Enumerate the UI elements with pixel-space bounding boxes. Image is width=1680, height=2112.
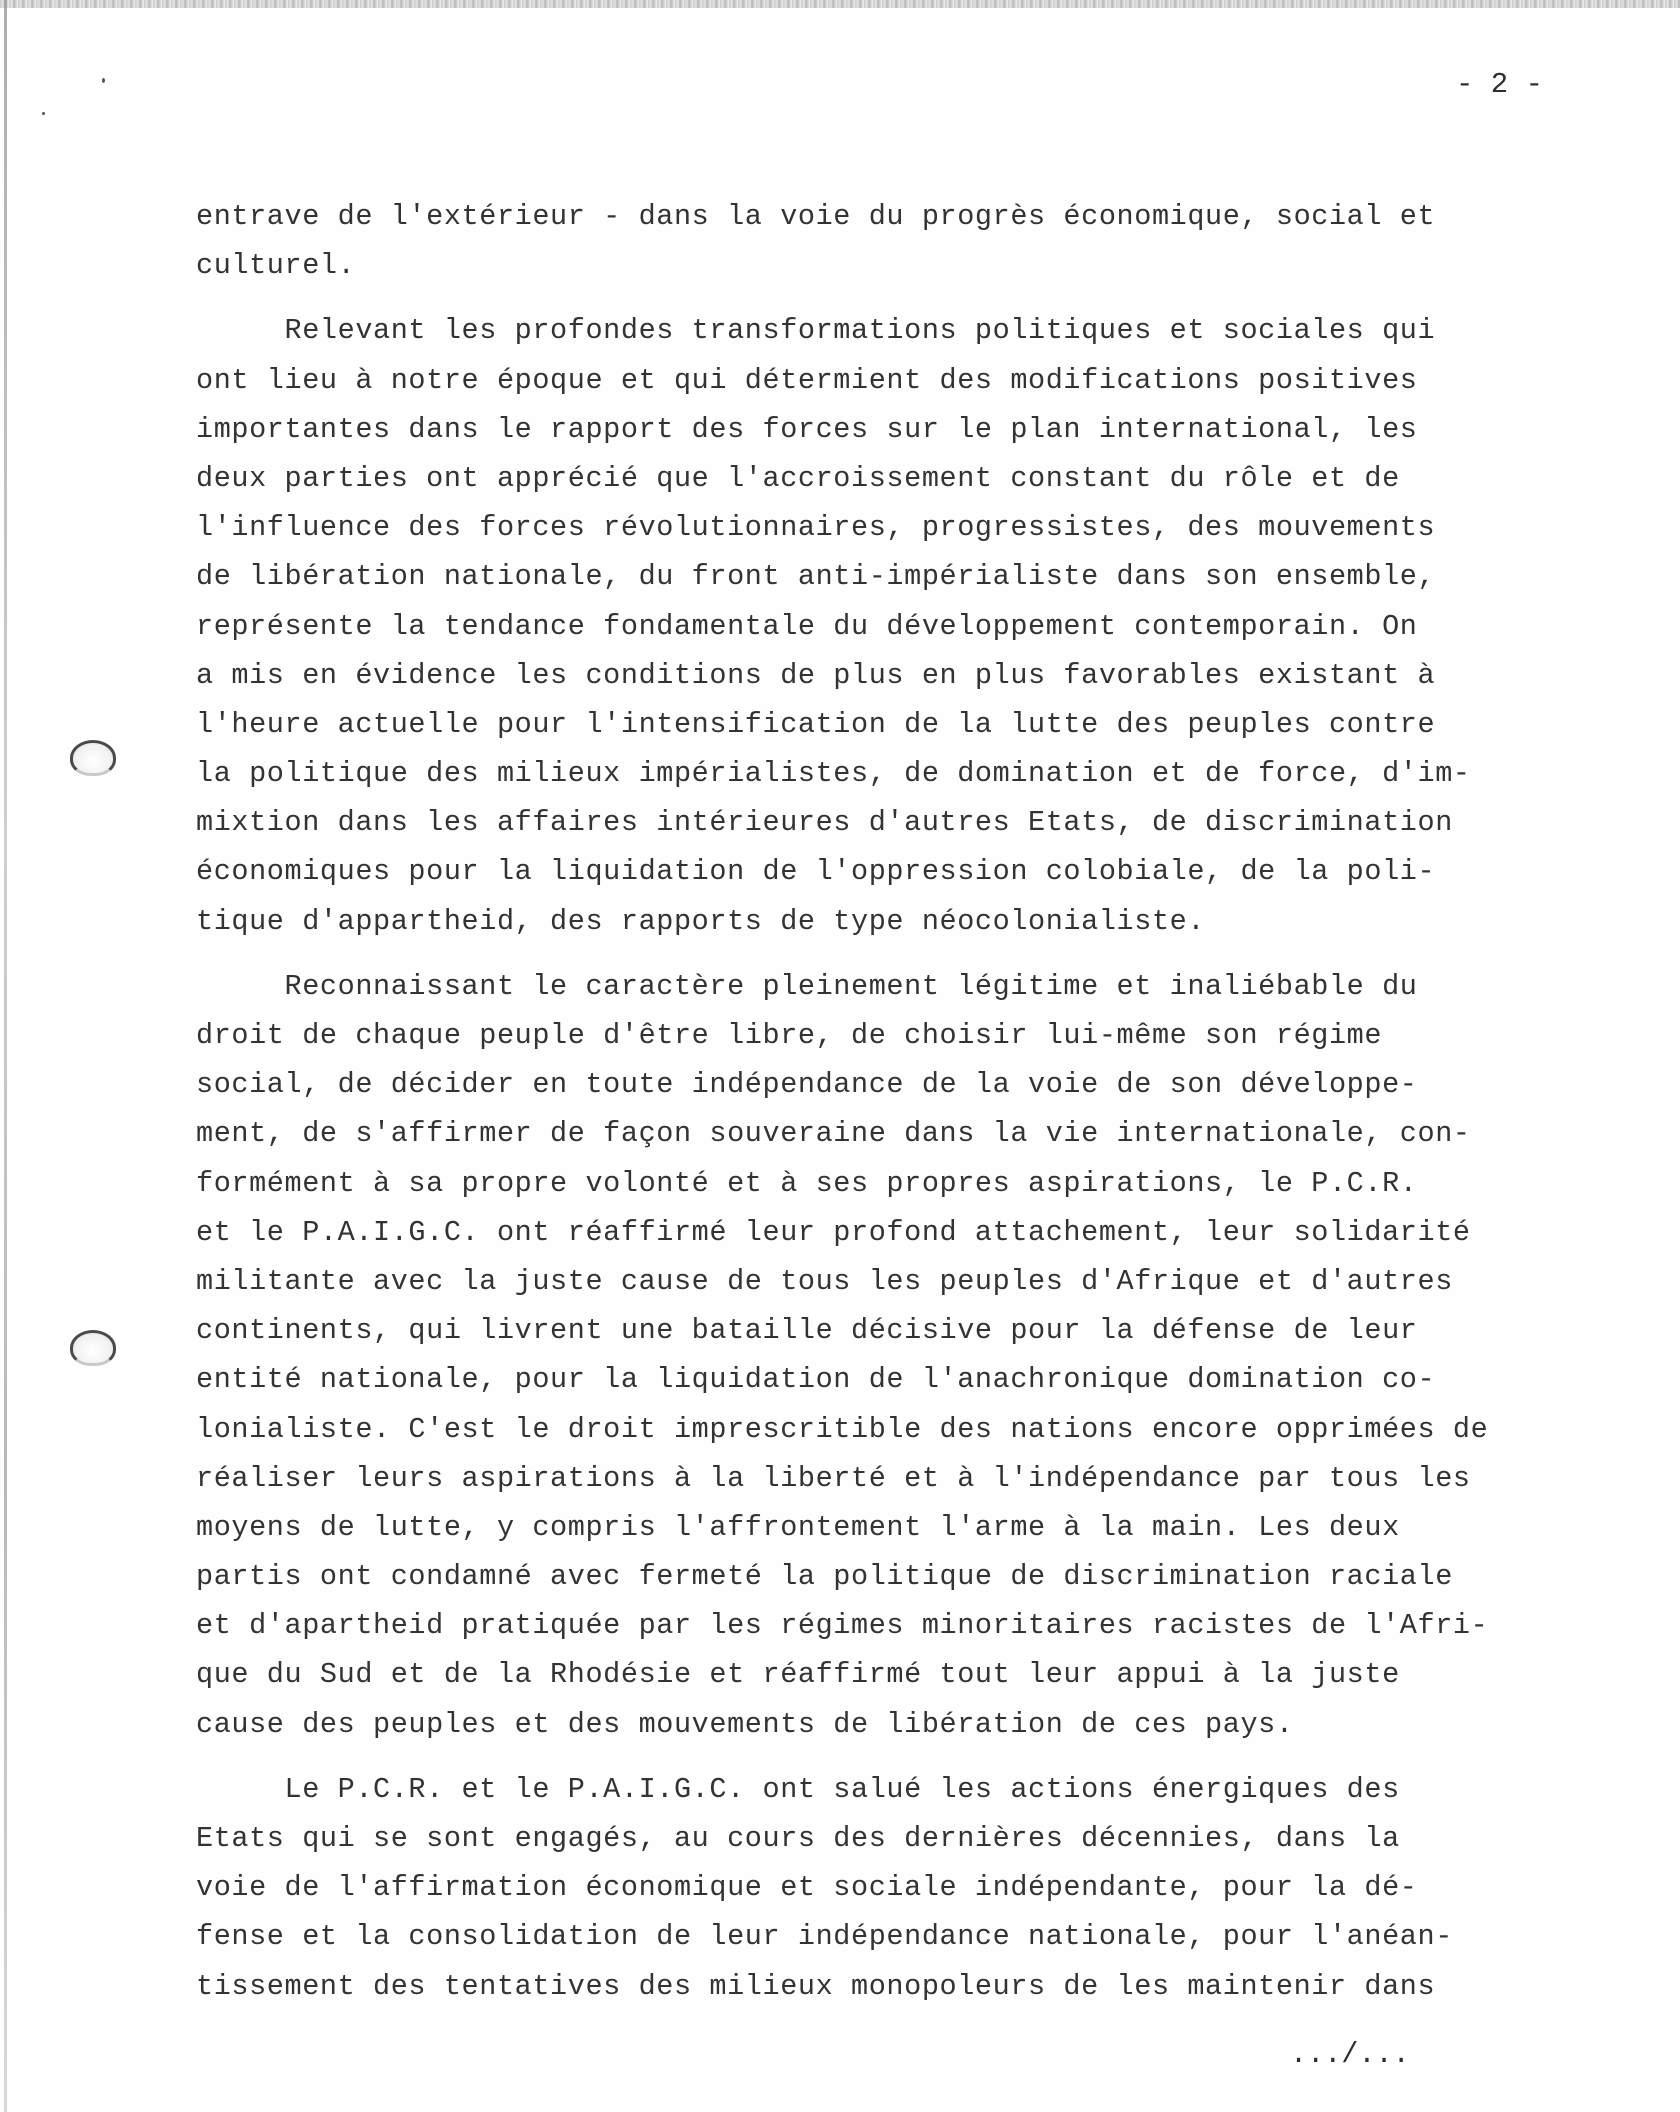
text-line: et le P.A.I.G.C. ont réaffirmé leur profond attachement, leur solidarité	[196, 1215, 1471, 1249]
punch-hole-icon	[70, 740, 116, 776]
text-line: voie de l'affirmation économique et sociale indépendante, pour la dé-	[196, 1871, 1418, 1905]
text-line: cause des peuples et des mouvements de libération de ces pays.	[196, 1707, 1294, 1741]
text-line: Reconnaissant le caractère pleinement légitime et inaliébable du	[196, 969, 1418, 1003]
paragraph	[196, 306, 1656, 945]
document-body	[196, 192, 1656, 2011]
text-line: de libération nationale, du front anti-impérialiste dans son ensemble,	[196, 560, 1436, 594]
text-line: moyens de lutte, y compris l'affrontement l'arme à la main. Les deux	[196, 1510, 1400, 1544]
scan-edge-top	[0, 0, 1680, 8]
paragraph	[196, 962, 1656, 1749]
text-line: l'heure actuelle pour l'intensification de la lutte des peuples contre	[196, 707, 1436, 741]
paragraph	[196, 1765, 1656, 2011]
text-line: entité nationale, pour la liquidation de l'anachronique domination co-	[196, 1363, 1436, 1397]
text-line: formément à sa propre volonté et à ses propres aspirations, le P.C.R.	[196, 1166, 1418, 1200]
text-line: militante avec la juste cause de tous les peuples d'Afrique et d'autres	[196, 1264, 1453, 1298]
text-line: représente la tendance fondamentale du développement contemporain. On	[196, 609, 1418, 643]
text-line: Etats qui se sont engagés, au cours des dernières décennies, dans la	[196, 1822, 1400, 1855]
text-line: ont lieu à notre époque et qui détermient des modifications positives	[196, 363, 1418, 397]
text-line: économiques pour la liquidation de l'oppression colobiale, de la poli-	[196, 855, 1436, 889]
text-line: Le P.C.R. et le P.A.I.G.C. ont salué les actions énergiques des	[196, 1772, 1400, 1806]
text-line: réaliser leurs aspirations à la liberté et à l'indépendance par tous les	[196, 1461, 1471, 1495]
punch-hole-icon	[70, 1330, 116, 1366]
continuation-mark: .../...	[1290, 2038, 1410, 2071]
text-line: importantes dans le rapport des forces sur le plan international, les	[196, 412, 1418, 446]
scan-edge-left	[4, 0, 7, 2112]
text-line: lonialiste. C'est le droit imprescritible des nations encore opprimées de	[196, 1412, 1489, 1446]
text-line: entrave de l'extérieur - dans la voie du progrès économique, social et	[196, 200, 1436, 233]
paragraph-spacer	[196, 946, 1656, 962]
text-line: mixtion dans les affaires intérieures d'autres Etats, de discrimination	[196, 806, 1453, 840]
paragraph-spacer	[196, 290, 1656, 306]
scan-speck	[102, 78, 105, 83]
text-line: tissement des tentatives des milieux monopoleurs de les maintenir dans	[196, 1969, 1436, 2003]
text-line: a mis en évidence les conditions de plus en plus favorables existant à	[196, 658, 1436, 692]
page-number: - 2 -	[1456, 68, 1544, 101]
text-line: ment, de s'affirmer de façon souveraine dans la vie internationale, con-	[196, 1117, 1471, 1151]
text-line: culturel.	[196, 249, 356, 283]
text-line: social, de décider en toute indépendance de la voie de son développe-	[196, 1068, 1418, 1102]
text-line: l'influence des forces révolutionnaires, progressistes, des mouvements	[196, 511, 1436, 545]
scan-speck	[42, 112, 45, 115]
text-line: deux parties ont apprécié que l'accroissement constant du rôle et de	[196, 461, 1400, 495]
text-line: partis ont condamné avec fermeté la politique de discrimination raciale	[196, 1560, 1453, 1594]
text-line: la politique des milieux impérialistes, de domination et de force, d'im-	[196, 757, 1471, 791]
text-line: continents, qui livrent une bataille décisive pour la défense de leur	[196, 1314, 1418, 1348]
text-line: que du Sud et de la Rhodésie et réaffirmé tout leur appui à la juste	[196, 1658, 1400, 1692]
text-line: Relevant les profondes transformations politiques et sociales qui	[196, 314, 1436, 348]
paragraph-spacer	[196, 1749, 1656, 1765]
text-line: tique d'appartheid, des rapports de type néocolonialiste.	[196, 904, 1206, 938]
text-line: et d'apartheid pratiquée par les régimes minoritaires racistes de l'Afri-	[196, 1609, 1489, 1643]
text-line: droit de chaque peuple d'être libre, de choisir lui-même son régime	[196, 1019, 1383, 1052]
text-line: fense et la consolidation de leur indépendance nationale, pour l'anéan-	[196, 1920, 1453, 1954]
paragraph	[196, 192, 1656, 290]
